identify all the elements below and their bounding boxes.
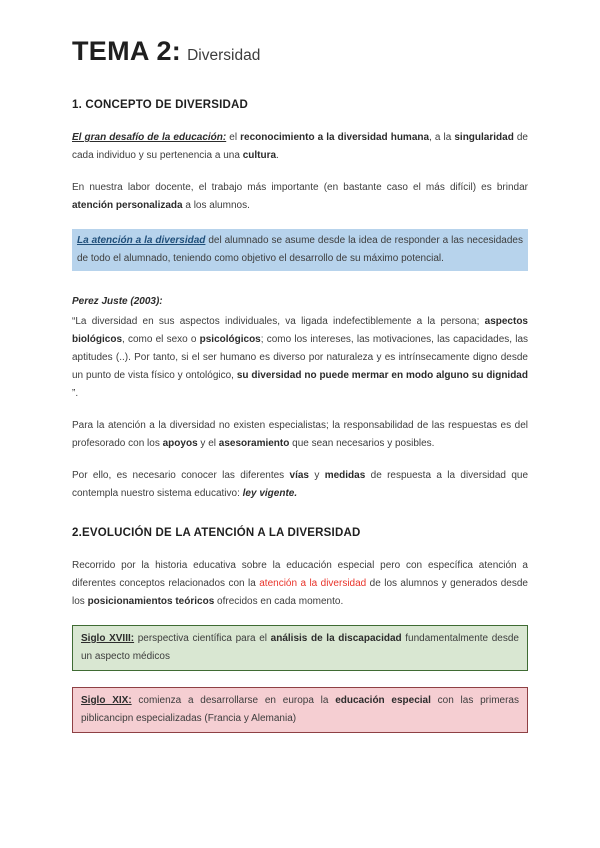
paragraph-perez-juste-quote [72,313,528,403]
text-segment: análisis de la discapacidad [270,633,402,644]
text-segment: posicionamientos teóricos [87,596,215,607]
text-segment: reconocimiento a la diversidad humana [240,132,430,143]
text-segment: ofrecidos en cada momento. [214,596,344,607]
text-segment: y [309,470,325,481]
text-segment: de los alumnos y generados desde los [72,578,528,607]
page-title [72,36,528,67]
text-segment: ley vigente. [242,488,298,499]
text-segment: y el [197,438,219,449]
text-segment: a los alumnos. [182,200,250,211]
paragraph-vias-medidas [72,467,528,503]
text-segment: Perez Juste (2003): [72,296,163,307]
text-segment: El gran desafío de la educación: [72,132,227,143]
text-segment: singularidad [454,132,514,143]
text-segment: vías [289,470,309,481]
text-segment: atención personalizada [72,200,183,211]
section-1-heading: 1. CONCEPTO DE DIVERSIDAD [72,99,249,111]
text-segment: aspectos biológicos [72,316,528,345]
text-segment: que sean necesarios y posibles. [289,438,435,449]
text-segment: atención a la diversidad [259,578,367,589]
text-segment: Por ello, es necesario conocer las diferentes [72,470,290,481]
text-segment: Recorrido por la historia educativa sobre la educación especial pero con específica atención a diferentes conceptos relacionados con la [72,560,528,589]
text-segment: el [226,132,241,143]
callout-atencion-diversidad [72,229,528,271]
text-segment: medidas [324,470,366,481]
text-segment: educación especial [335,695,431,706]
text-segment: , a la [429,132,455,143]
text-segment: su diversidad no puede mermar en modo alguno su dignidad [236,370,528,381]
section-2-heading: 2.EVOLUCIÓN DE LA ATENCIÓN A LA DIVERSIDAD [72,527,361,539]
title-subtitle: Diversidad [187,47,261,64]
text-segment: de respuesta a la diversidad que contempla nuestro sistema educativo: [72,470,529,499]
text-segment: Para la atención a la diversidad no existen especialistas; la responsabilidad de las respuestas es del profesorado con los [72,420,528,449]
text-segment: comienza a desarrollarse en europa la [131,695,336,706]
text-segment: cultura [242,150,277,161]
text-segment: psicológicos [199,334,261,345]
text-segment: , como el sexo o [122,334,200,345]
callout-siglo-xix [72,687,528,733]
text-segment: ”. [72,388,79,399]
paragraph-recorrido-historia [72,557,528,611]
text-segment: apoyos [162,438,198,449]
paragraph-especialistas [72,417,528,453]
text-segment: fundamentalmente desde un aspecto médicos [81,633,519,662]
text-segment: ; como los intereses, las motivaciones, las capacidades, las aptitudes (..). Por tanto, si el ser humano es diverso por naturaleza y es intrínsecamente digno desde un punto de vista físico y ontológico, [72,334,529,381]
paragraph-labor-docente [72,179,528,215]
text-segment: Siglo XVIII: [81,633,135,644]
text-segment: “La diversidad en sus aspectos individuales, va ligada indefectiblemente a la persona; [72,316,485,327]
text-segment: de cada individuo y su pertenencia a una [72,132,528,161]
text-segment: La atención a la diversidad [77,235,206,246]
text-segment: Siglo XIX: [81,695,132,706]
text-segment: En nuestra labor docente, el trabajo más importante (en bastante caso el más difícil) es brindar [72,182,528,193]
text-segment: . [276,150,279,161]
paragraph-gran-desafio [72,129,528,165]
paragraph-perez-juste-author [72,293,528,311]
text-segment: del alumnado se asume desde la idea de responder a las necesidades de todo el alumnado, teniendo como objetivo el desarrollo de su máximo potencial. [77,235,523,264]
text-segment: perspectiva científica para el [134,633,271,644]
text-segment: asesoramiento [218,438,290,449]
text-segment: con las primeras piblicancipn especializadas (Francia y Alemania) [81,695,519,724]
callout-siglo-xviii [72,625,528,671]
title-main: TEMA 2: [72,36,182,66]
